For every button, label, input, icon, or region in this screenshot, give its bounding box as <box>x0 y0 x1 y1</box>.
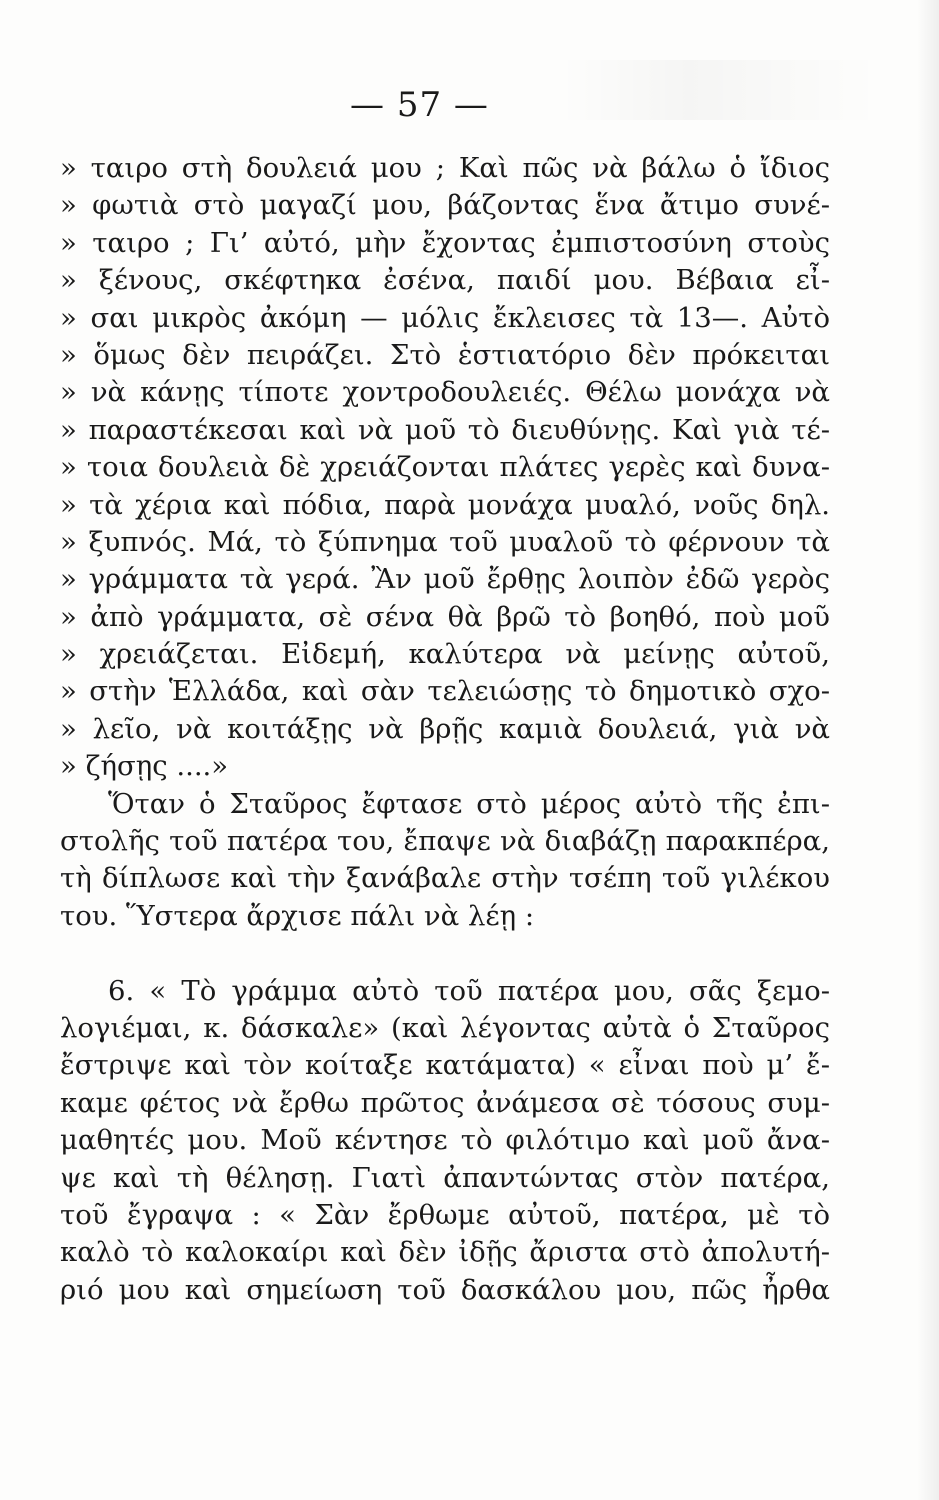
page-edge-shade <box>917 0 939 1500</box>
text-line: καμε φέτος νὰ ἔρθω πρῶτος ἀνάμεσα σὲ τόσους συμ- <box>60 1086 830 1119</box>
text-line: » νὰ κάνῃς τίποτε χοντροδουλειές. Θέλω μονάχα νὰ <box>60 376 830 409</box>
text-line: » ταιρο στὴ δουλειά μου ; Καὶ πῶς νὰ βάλω ὁ ἴδιος <box>60 152 830 184</box>
body-text <box>60 150 830 1309</box>
text-line: 6. « Τὸ γράμμα αὐτὸ τοῦ πατέρα μου, σᾶς ξεμο- <box>108 974 830 1007</box>
text-line: Ὅταν ὁ Σταῦρος ἔφτασε στὸ μέρος αὐτὸ τῆς ἐπι- <box>108 787 830 820</box>
page-number: — 57 — <box>350 85 489 125</box>
text-line: » ὅμως δὲν πειράζει. Στὸ ἑστιατόριο δὲν πρόκειται <box>60 338 830 371</box>
text-line: » γράμματα τὰ γερά. Ἂν μοῦ ἔρθῃς λοιπὸν ἐδῶ γερὸς <box>60 563 830 596</box>
text-line: » ταιρο ; Γι’ αὐτό, μὴν ἔχοντας ἐμπιστοσύνη στοὺς <box>60 226 830 259</box>
text-line: του. Ὕστερα ἄρχισε πάλι νὰ λέῃ : <box>60 899 535 932</box>
text-line: » λεῖο, νὰ κοιτάξῃς νὰ βρῇς καμιὰ δουλειά, γιὰ νὰ <box>60 712 830 745</box>
text-line: » ζήσῃς ....» <box>60 750 229 783</box>
text-line: λογιέμαι, κ. δάσκαλε» (καὶ λέγοντας αὐτὰ ὁ Σταῦρος <box>60 1011 830 1044</box>
text-line: » σαι μικρὸς ἀκόμη — μόλις ἔκλεισες τὰ 13—. Αὐτὸ <box>60 301 830 334</box>
text-line: ριό μου καὶ σημείωση τοῦ δασκάλου μου, πῶς ἦρθα <box>60 1273 830 1306</box>
text-line: » τὰ χέρια καὶ πόδια, παρὰ μονάχα μυαλό, νοῦς δηλ. <box>60 488 830 521</box>
text-line: » τοια δουλειὰ δὲ χρειάζονται πλάτες γερὲς καὶ δυνα- <box>60 451 830 484</box>
text-line: μαθητές μου. Μοῦ κέντησε τὸ φιλότιμο καὶ μοῦ ἄνα- <box>60 1124 830 1157</box>
text-line: τοῦ ἔγραψα : « Σὰν ἔρθωμε αὐτοῦ, πατέρα, μὲ τὸ <box>60 1198 830 1231</box>
text-line: » ἀπὸ γράμματα, σὲ σένα θὰ βρῶ τὸ βοηθό, ποὺ μοῦ <box>60 600 830 633</box>
text-line: » ξένους, σκέφτηκα ἐσένα, παιδί μου. Βέβαια εἶ- <box>60 264 830 297</box>
text-line: ἔστριψε καὶ τὸν κοίταξε κατάματα) « εἶναι ποὺ μ’ ἔ- <box>60 1049 830 1082</box>
text-line: » παραστέκεσαι καὶ νὰ μοῦ τὸ διευθύνῃς. Καὶ γιὰ τέ- <box>60 413 830 446</box>
text-line: » χρειάζεται. Εἰδεμή, καλύτερα νὰ μείνῃς αὐτοῦ, <box>60 638 830 671</box>
text-line: τὴ δίπλωσε καὶ τὴν ξανάβαλε στὴν τσέπη τοῦ γιλέκου <box>60 862 830 895</box>
text-line: » φωτιὰ στὸ μαγαζί μου, βάζοντας ἕνα ἄτιμο συνέ- <box>60 189 830 222</box>
paragraph-gap <box>60 935 830 972</box>
text-line: στολῆς τοῦ πατέρα του, ἔπαψε νὰ διαβάζῃ παρακπέρα, <box>60 825 830 858</box>
text-line: » ξυπνός. Μά, τὸ ξύπνημα τοῦ μυαλοῦ τὸ φέρνουν τὰ <box>60 525 830 558</box>
text-line: » στὴν Ἑλλάδα, καὶ σὰν τελειώσῃς τὸ δημοτικὸ σχο- <box>60 675 830 708</box>
text-line: ψε καὶ τὴ θέλησῃ. Γιατὶ ἀπαντώντας στὸν πατέρα, <box>60 1161 830 1194</box>
text-line: καλὸ τὸ καλοκαίρι καὶ δὲν ἰδῇς ἄριστα στὸ ἀπολυτή- <box>60 1236 830 1269</box>
